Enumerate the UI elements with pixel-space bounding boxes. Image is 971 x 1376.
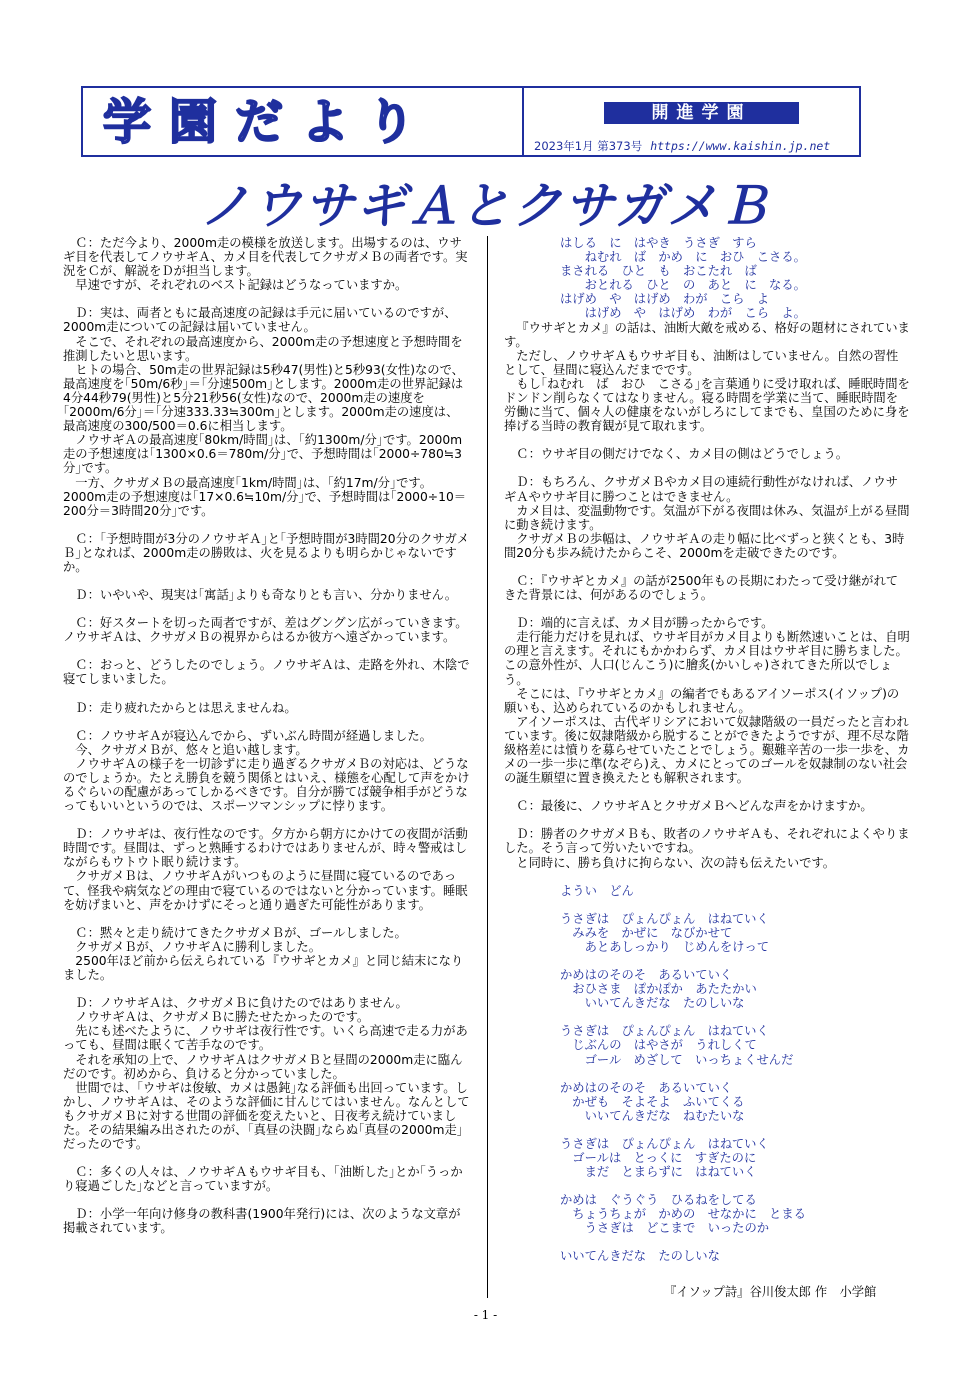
- poem-line: うさぎは ぴょんぴょん はねていく: [560, 911, 769, 926]
- poem-stanza: [560, 968, 910, 1010]
- poem-stanza: [560, 1081, 910, 1123]
- poem-line: うさぎは ぴょんぴょん はねていく: [560, 1136, 769, 1151]
- paragraph: Ｄ：端的に言えば、カメ目が勝ったからです。: [516, 616, 774, 631]
- poem-line: あとあしっかり じめんをけって: [560, 939, 770, 954]
- paragraph: ただし、ノウサギＡもウサギ目も、油断はしていません。自然の習性として、昼間に寝込んだまでです。: [504, 348, 899, 377]
- poem-stanza: [560, 884, 910, 898]
- poem-line: はげめ や はげめ わが こら よ。: [560, 306, 806, 321]
- paragraph: クサガメＢが、ノウサギＡに勝利しました。: [75, 939, 321, 954]
- paragraph: Ｄ：小学一年向け修身の教科書(1900年発行)には、次のような文章が掲載されています。: [63, 1207, 461, 1236]
- paragraph: もし｢ねむれ ば おひ こさる｣を言葉通りに受け取れば、睡眠時間をドンドン削らなくてはなりません。寝る時間を学業に当て、睡眠時間を労働に当て、個々人の健康をないがしろにしてまでも、皇国のために身を捧げる当時の教育観が見て取れます。: [504, 376, 910, 434]
- header-divider: [522, 88, 524, 155]
- paragraph: 今、クサガメＢが、悠々と追い越します。: [75, 742, 308, 757]
- poem-line: うさぎは ぴょんぴょん はねていく: [560, 1024, 769, 1039]
- poem-line: いいてんきだな たのしいな: [560, 996, 745, 1011]
- paragraph: Ｃ：｢予想時間が3分のノウサギＡ｣と｢予想時間が3時間20分のクサガメＢ｣となれば、2000m走の勝敗は、火を見るよりも明らかじゃないですか。: [63, 531, 470, 574]
- poem-line: みみを かぜに なびかせて: [560, 925, 733, 940]
- paragraph: Ｃ：おっと、どうしたのでしょう。ノウサギＡは、走路を外れ、木陰で寝てしまいました。: [63, 658, 470, 687]
- textbook-poem: [560, 236, 910, 321]
- poem-line: はしる に はやき うさぎ すら: [560, 236, 757, 250]
- masthead-title: 学園だより: [103, 94, 434, 150]
- aesop-poem: [560, 884, 910, 1264]
- left-column: [63, 236, 470, 1298]
- paragraph: ノウサギＡは、クサガメＢに勝たせたかったのです。: [75, 1010, 370, 1025]
- poem-line: かめはのそのそ あるいていく: [560, 968, 733, 983]
- poem-line: まされる ひと も おこたれ ば: [560, 264, 757, 279]
- paragraph: 早速ですが、それぞれのベスト記録はどうなっていますか。: [75, 278, 408, 293]
- column-divider: [487, 236, 488, 1298]
- paragraph: ノウサギＡの最高速度｢80km/時間｣は、｢約1300m/分｣です。2000m走の予想速度は｢1300×0.6＝780m/分｣で、予想時間は｢2000÷780≒3分｣です。: [63, 433, 463, 476]
- poem-line: まだ とまらずに はねていく: [560, 1165, 757, 1180]
- paragraph: Ｃ：ウサギ目の側だけでなく、カメ目の側はどうでしょう。: [516, 447, 849, 462]
- paragraph: Ｄ：いやいや、現実は｢寓話｣よりも奇なりとも言い、分かりません。: [75, 588, 457, 603]
- paragraph: Ｃ：『ウサギとカメ』の話が2500年もの長期にわたって受け継がれてきた背景には、何があるのでしょう。: [504, 573, 899, 603]
- paragraph: 2500年ほど前から伝えられている『ウサギとカメ』と同じ結末になりました。: [63, 953, 464, 983]
- paragraph: Ｃ：黙々と走り続けてきたクサガメＢが、ゴールしました。: [75, 925, 407, 940]
- paragraph: カメ目は、変温動物です。気温が下がる夜間は休み、気温が上がる昼間に動き続けます。: [504, 503, 910, 532]
- poem-line: いいてんきだな たのしいな: [560, 1249, 720, 1264]
- poem-credit: 『イソップ詩』谷川俊太郎 作 小学館: [664, 1285, 877, 1299]
- poem-line: はげめ や はげめ わが こら よ: [560, 292, 770, 307]
- paragraph: 世間では、｢ウサギは俊敏、カメは愚鈍｣なる評価も出回っています。しかし、ノウサギＡは、そのような評価に甘んじてはいません。なんとしてもクサガメＢに対する世間の評価を変えたいと、日夜考え続けていました。その結果編み出されたのが、｢真昼の決闘｣ならぬ｢真昼の2000m走｣だったのです。: [63, 1080, 470, 1152]
- paragraph: Ｄ：勝者のクサガメＢも、敗者のノウサギＡも、それぞれによくやりました。そう言って労いたいですね。: [504, 827, 910, 856]
- paragraph: Ｃ：多くの人々は、ノウサギＡもウサギ目も、｢油断した｣とか｢うっかり寝過ごした｣などと言っていますが。: [63, 1165, 463, 1194]
- paragraph: クサガメＢは、ノウサギＡがいつものように昼間に寝ているのであって、怪我や病気などの理由で寝ているのではないと分かっています。睡眠を妨げまいと、声をかけずにそっと通り過ぎた可能性があります。: [63, 869, 468, 912]
- paragraph: 『ウサギとカメ』の話は、油断大敵を戒める、格好の題材にされています。: [504, 320, 910, 349]
- poem-line: いいてんきだな ねむたいな: [560, 1108, 745, 1123]
- paragraph: クサガメＢの歩幅は、ノウサギＡの走り幅に比べずっと狭くとも、3時間20分も歩み続けたからこそ、2000mを走破できたのです。: [504, 531, 905, 560]
- poem-line: ゴールは とっくに すぎたのに: [560, 1150, 757, 1165]
- paragraph: 先にも述べたように、ノウサギは夜行性です。いくら高速で走る力があっても、昼間は眠くて苦手なのです。: [63, 1024, 468, 1053]
- paragraph: ノウサギＡの様子を一切診ずに走り過ぎるクサガメＢの対応は、どうなのでしょうか。たとえ勝負を競う関係とはいえ、様態を心配して声をかけるぐらいの配慮があってしかるべきです。自分が勝てば競争相手がどうなってもいいというのでは、スポーツマンシップに悖ります。: [63, 756, 470, 814]
- article-title: ノウサギＡとクサガメＢ: [200, 177, 771, 235]
- poem-stanza: [560, 1193, 910, 1235]
- issue-number: 2023年1月 第373号: [534, 139, 643, 153]
- paragraph: アイソーポスは、古代ギリシアにおいて奴隷階級の一員だったと言われています。後に奴隷階級から脱することができたようですが、理不尽な階級格差には憤りを募らせていたことでしょう。艱難辛苦の一歩一歩を、カメの一歩一歩に準(なぞら)え、カメにとってのゴールを奴隷制のない社会の誕生願望に置き換えたとも解釈されます。: [504, 714, 910, 786]
- poem-line: おひさま ぽかぽか あたたかい: [560, 982, 757, 997]
- poem-line: かめはのそのそ あるいていく: [560, 1080, 733, 1095]
- right-column: [504, 236, 910, 1298]
- paragraph: と同時に、勝ち負けに拘らない、次の詩も伝えたいです。: [516, 855, 836, 870]
- paragraph: 走行能力だけを見れば、ウサギ目がカメ目よりも断然速いことは、自明の理と言えます。それにもかかわらず、カメ目はウサギ目に勝ちました。この意外性が、人口(じんこう)に膾炙(かいしゃ)されてきた所以でしょう。: [504, 630, 910, 687]
- poem-line: おとれる ひと の あと に なる。: [560, 278, 806, 293]
- paragraph: Ｄ：走り疲れたからとは思えませんね。: [75, 700, 297, 715]
- school-name-badge: 開進学園: [604, 102, 799, 124]
- paragraph: Ｄ：実は、両者ともに最高速度の記録は手元に届いているのですが、2000m走についての記録は届いていません。: [63, 306, 457, 335]
- poem-stanza: [560, 1024, 910, 1066]
- poem-line: ちょうちょが かめの せなかに とまる: [560, 1207, 806, 1222]
- paragraph: Ｃ：最後に、ノウサギＡとクサガメＢへどんな声をかけますか。: [516, 799, 873, 814]
- poem-line: ゴール めざして いっちょくせんだ: [560, 1052, 794, 1067]
- poem-stanza: [560, 912, 910, 954]
- paragraph: Ｃ：ノウサギＡが寝込んでから、ずいぶん時間が経過しました。: [75, 728, 432, 743]
- poem-line: ようい どん: [560, 883, 634, 898]
- poem-line: かぜも そよそよ ふいてくる: [560, 1094, 745, 1109]
- paragraph: Ｄ：ノウサギは、夜行性なのです。夕方から朝方にかけての夜間が活動時間です。昼間は、ずっと熟睡するわけではありませんが、時々警戒はしながらもウトウト眠り続けます。: [63, 827, 468, 870]
- poem-line: かめは ぐうぐう ひるねをしてる: [560, 1193, 757, 1208]
- paragraph: そこで、それぞれの最高速度から、2000m走の予想速度と予想時間を推測したいと思います。: [63, 334, 463, 363]
- paragraph: そこには、『ウサギとカメ』の編者でもあるアイソーポス(イソップ)の願いも、込められているのかもしれません。: [504, 686, 900, 715]
- poem-stanza: [560, 1249, 910, 1263]
- paragraph: Ｃ：ただ今より、2000m走の模様を放送します。出場するのは、ウサギ目を代表してノウサギＡ、カメ目を代表してクサガメＢの両者です。実況をＣが、解説をＤが担当します。: [63, 236, 468, 279]
- paragraph: Ｄ：もちろん、クサガメＢやカメ目の連続行動性がなければ、ノウサギＡやウサギ目に勝つことはできません。: [504, 475, 898, 504]
- page-number: - 1 -: [473, 1308, 498, 1322]
- poem-line: うさぎは どこまで いったのか: [560, 1221, 770, 1236]
- poem-stanza: [560, 1137, 910, 1179]
- poem-line: じぶんの はやさが うれしくて: [560, 1038, 757, 1053]
- school-url-link[interactable]: https://www.kaishin.jp.net: [650, 139, 831, 153]
- paragraph: ヒトの場合、50m走の世界記録は5秒47(男性)と5秒93(女性)なので、最高速度を｢50m/6秒｣＝｢分速500m｣とします。2000m走の世界記録は4分44秒79(男性)と5分21秒56(女性)なので、2000m走の速度を｢2000m/6分｣＝｢分速333.33≒300m｣とします。2000m走の速度は、最高速度の300/500＝0.6に相当します。: [63, 362, 464, 434]
- paragraph: Ｄ：ノウサギＡは、クサガメＢに負けたのではありません。: [75, 996, 408, 1011]
- poem-line: ねむれ ば かめ に おひ こさる。: [560, 250, 806, 265]
- paragraph: それを承知の上で、ノウサギＡはクサガメＢと昼間の2000m走に臨んだのです。初めから、負けると分かっていました。: [63, 1052, 463, 1081]
- issue-line: [534, 138, 830, 154]
- paragraph: Ｃ：好スタートを切った両者ですが、差はグングン広がっていきます。ノウサギＡは、クサガメＢの視界からはるか彼方へ遠ざかっています。: [63, 616, 468, 645]
- masthead-box: [81, 86, 861, 157]
- paragraph: 一方、クサガメＢの最高速度｢1km/時間｣は、｢約17m/分｣です。2000m走の予想速度は｢17×0.6≒10m/分｣で、予想時間は｢2000÷10＝200分＝3時間20分｣です。: [63, 475, 467, 518]
